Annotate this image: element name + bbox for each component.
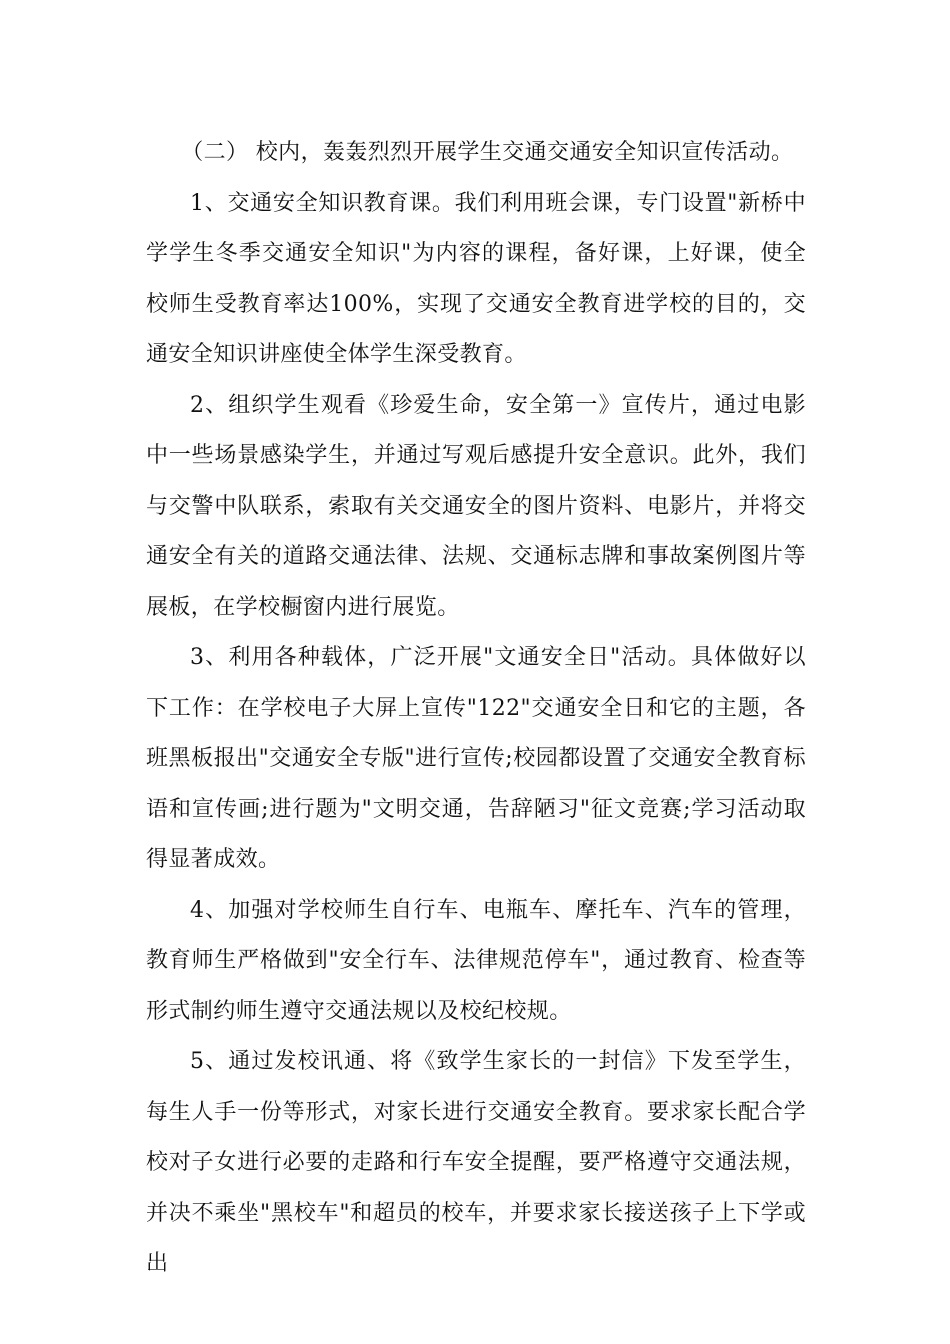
paragraph-3: 3、利用各种载体，广泛开展"文通安全日"活动。具体做好以下工作：在学校电子大屏上宣传"122"交通安全日和它的主题，各班黑板报出"交通安全专版"进行宣传;校园都设置了交通安全教育标语和宣传画;进行题为"文明交通，告辞陋习"征文竞赛;学习活动取得显著成效。 (146, 645, 806, 872)
paragraph-2: 2、组织学生观看《珍爱生命，安全第一》宣传片，通过电影中一些场景感染学生，并通过写观后感提升安全意识。此外，我们与交警中队联系，索取有关交通安全的图片资料、电影片，并将交通安全有关的道路交通法律、法规、交通标志牌和事故案例图片等展板，在学校橱窗内进行展览。 (146, 392, 806, 620)
paragraph-4: 4、加强对学校师生自行车、电瓶车、摩托车、汽车的管理，教育师生严格做到"安全行车、法律规范停车"，通过教育、检查等形式制约师生遵守交通法规以及校纪校规。 (146, 897, 806, 1024)
document-body (146, 128, 806, 1290)
section-heading: （二） 校内，轰轰烈烈开展学生交通交通安全知识宣传活动。 (181, 140, 794, 165)
paragraph-5: 5、通过发校讯通、将《致学生家长的一封信》下发至学生，每生人手一份等形式，对家长进行交通安全教育。要求家长配合学校对子女进行必要的走路和行车安全提醒，要严格遵守交通法规，并决不乘坐"黑校车"和超员的校车，并要求家长接送孩子上下学或出 (146, 1049, 806, 1276)
paragraph-1: 1、交通安全知识教育课。我们利用班会课，专门设置"新桥中学学生冬季交通安全知识"为内容的课程，备好课，上好课，使全校师生受教育率达100%，实现了交通安全教育进学校的目的，交通安全知识讲座使全体学生深受教育。 (146, 190, 806, 367)
